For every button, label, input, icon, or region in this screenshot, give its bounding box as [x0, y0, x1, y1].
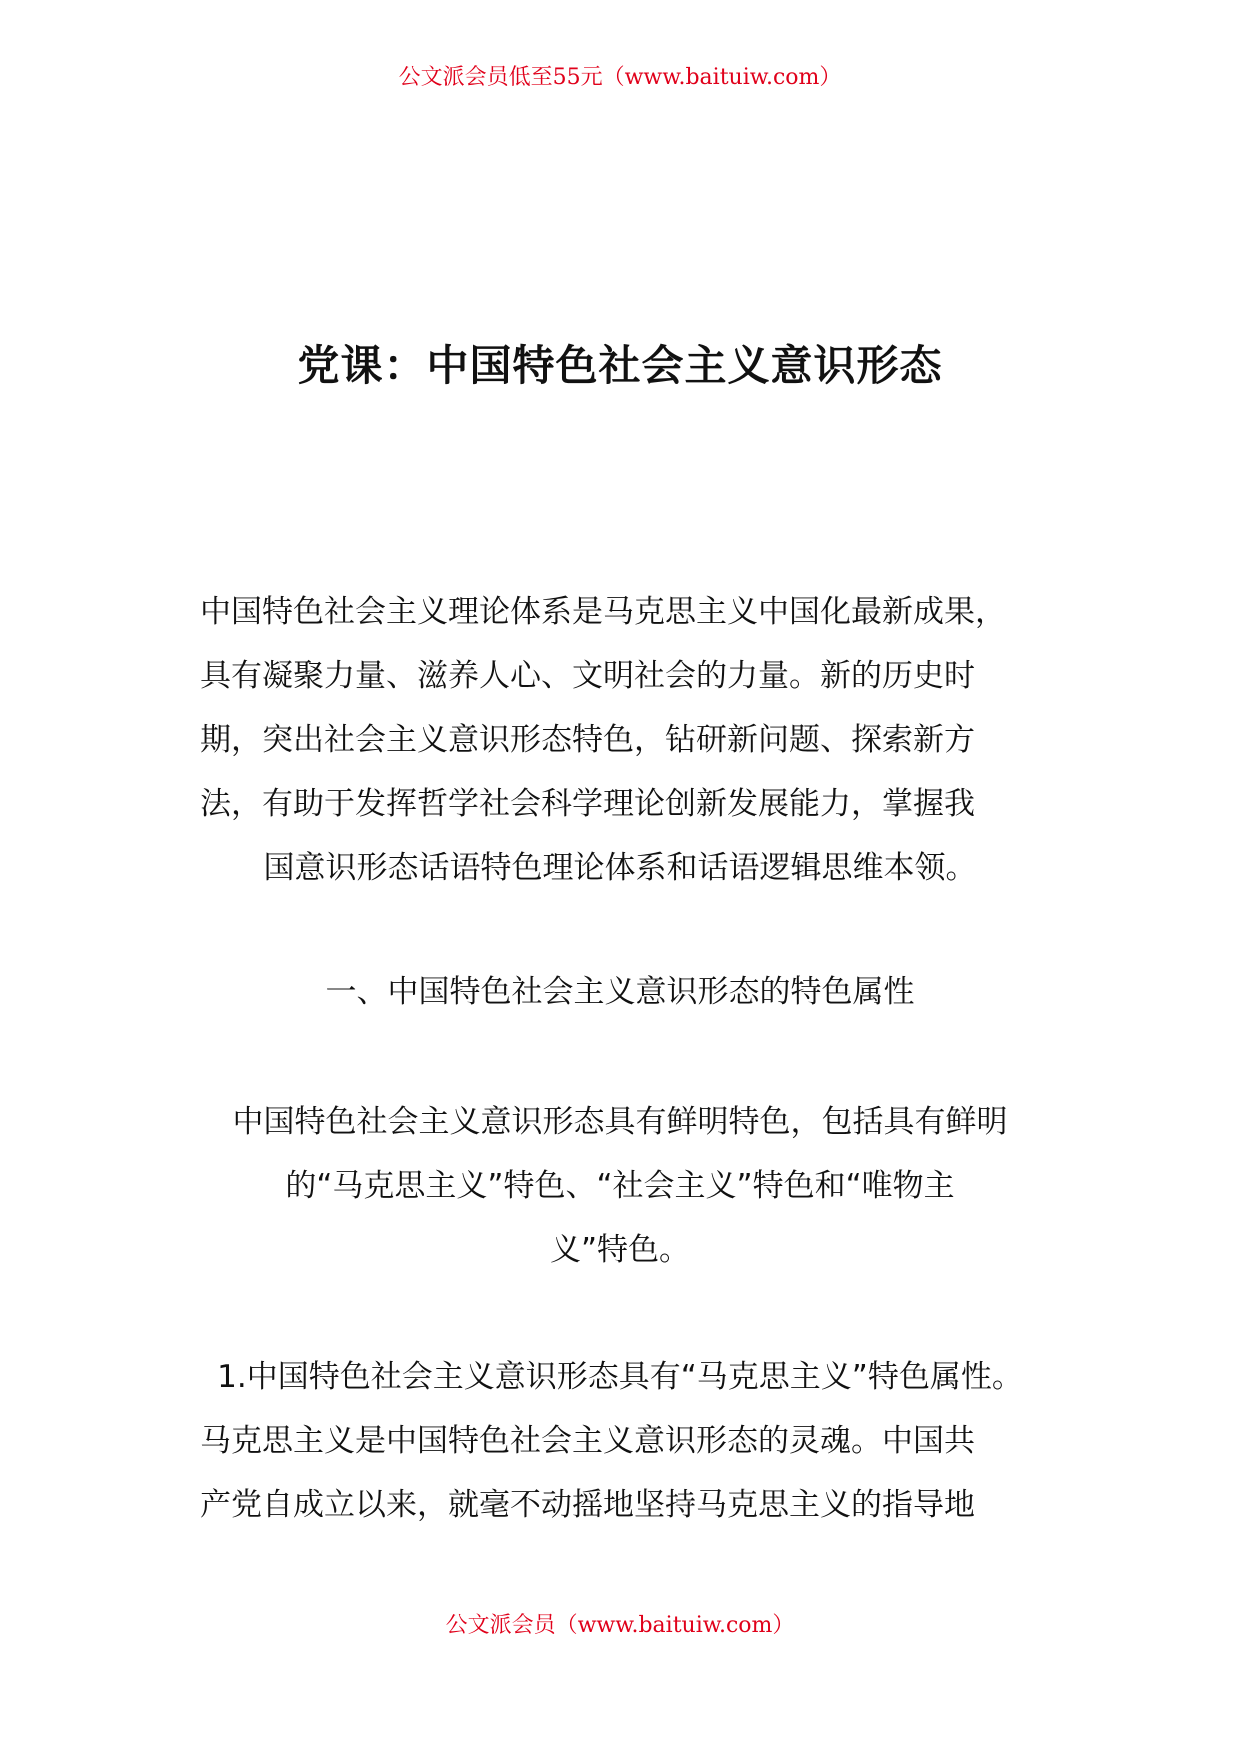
header-banner: 公文派会员低至55元（www.baituiw.com）: [398, 65, 842, 90]
intro-line: 中国特色社会主义理论体系是马克思主义中国化最新成果，: [200, 594, 1006, 630]
features-paragraph: [200, 1090, 1040, 1282]
point-1-line: 1.中国特色社会主义意识形态具有“马克思主义”特色属性。: [217, 1359, 1023, 1395]
intro-line: 国意识形态话语特色理论体系和话语逻辑思维本领。: [263, 850, 977, 886]
intro-line: 期，突出社会主义意识形态特色，钻研新问题、探索新方: [200, 722, 975, 758]
point-1-paragraph: [200, 1345, 1040, 1537]
intro-line: 法，有助于发挥哲学社会科学理论创新发展能力，掌握我: [200, 786, 975, 822]
document-title: 党课：中国特色社会主义意识形态: [297, 341, 943, 390]
point-1-line: 产党自成立以来，就毫不动摇地坚持马克思主义的指导地: [200, 1487, 975, 1523]
features-line: 的“马克思主义”特色、“社会主义”特色和“唯物主: [285, 1168, 955, 1204]
intro-paragraph: [200, 580, 1040, 900]
point-1-line: 马克思主义是中国特色社会主义意识形态的灵魂。中国共: [200, 1423, 975, 1459]
intro-line: 具有凝聚力量、滋养人心、文明社会的力量。新的历史时: [200, 658, 975, 694]
features-line: 义”特色。: [549, 1232, 691, 1268]
footer-banner: 公文派会员（www.baituiw.com）: [445, 1613, 795, 1638]
section-heading: 一、中国特色社会主义意识形态的特色属性: [325, 974, 915, 1010]
features-line: 中国特色社会主义意识形态具有鲜明特色，包括具有鲜明: [232, 1104, 1008, 1140]
